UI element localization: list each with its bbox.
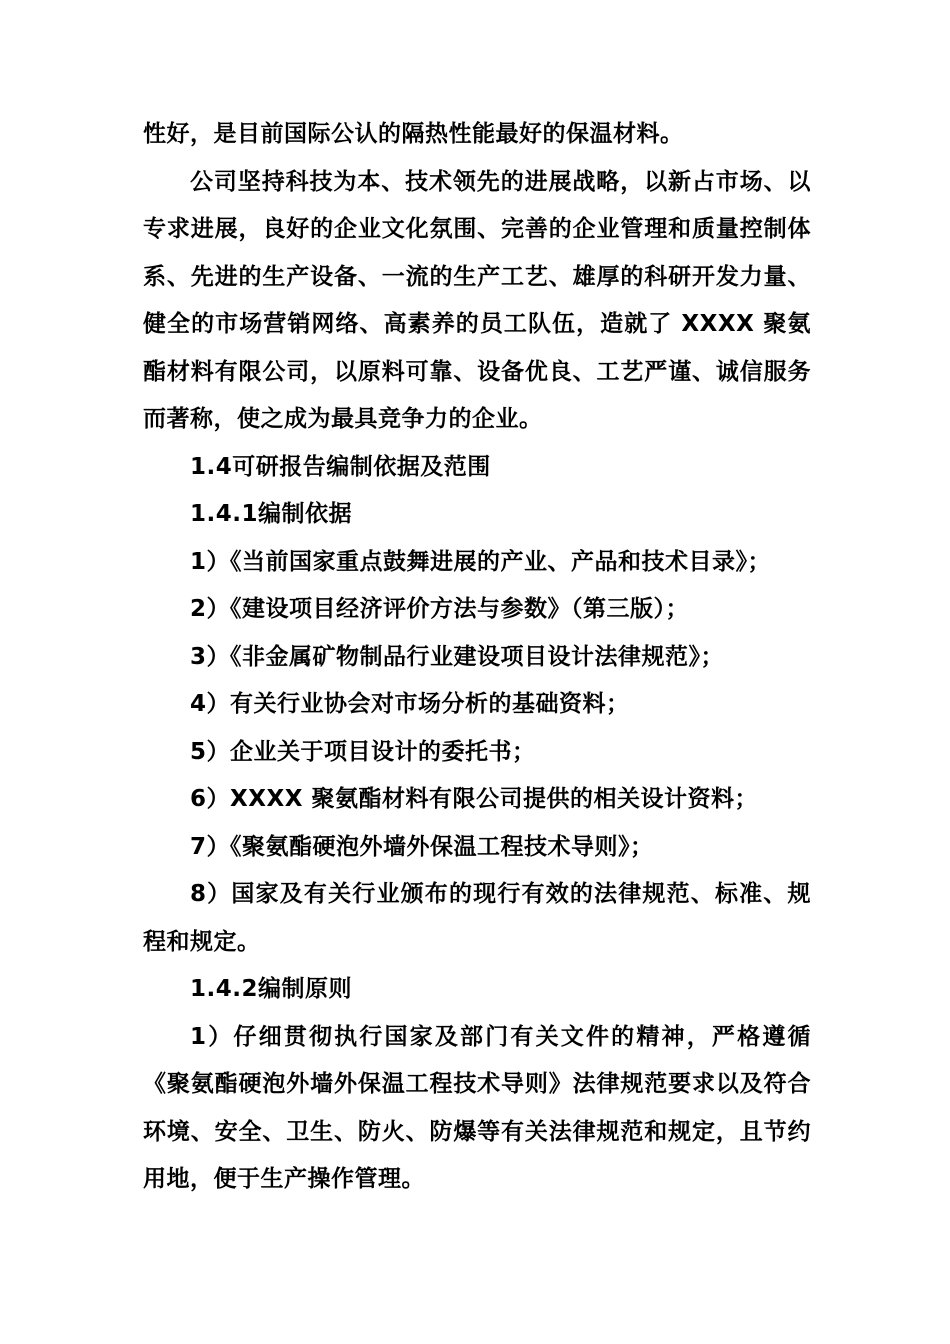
list-item-basis-6: 6）XXXX 聚氨酯材料有限公司提供的相关设计资料； [190, 786, 758, 812]
list-item-basis-1: 1）《当前国家重点鼓舞进展的产业、产品和技术目录》； [190, 548, 772, 575]
document-body [143, 111, 811, 1204]
list-item-basis-8: 8）国家及有关行业颁布的现行有效的法律规范、标准、规程和规定。 [143, 881, 811, 955]
section-heading-1-4-2: 1.4.2编制原则 [190, 976, 352, 1002]
paragraph-company-strategy: 公司坚持科技为本、技术领先的进展战略，以新占市场、以专求进展，良好的企业文化氛围、完善的企业管理和质量控制体系、先进的生产设备、一流的生产工艺、雄厚的科研开发力量、健全的市场营销网络、高素养的员工队伍，造就了 XXXX 聚氨酯材料有限公司，以原料可靠、设备优良、工艺严谨、诚信服务而著称，使之成为最具竞争力的企业。 [143, 168, 811, 432]
list-item-principle-1: 1）仔细贯彻执行国家及部门有关文件的精神，严格遵循《聚氨酯硬泡外墙外保温工程技术导则》法律规范要求以及符合环境、安全、卫生、防火、防爆等有关法律规范和规定，且节约用地，便于生产操作管理。 [143, 1023, 811, 1192]
section-heading-1-4: 1.4可研报告编制依据及范围 [190, 453, 491, 480]
list-item-basis-2: 2）《建设项目经济评价方法与参数》（第三版）； [190, 596, 690, 622]
list-item-basis-4: 4）有关行业协会对市场分析的基础资料； [190, 691, 630, 717]
list-item-basis-7: 7）《聚氨酯硬泡外墙外保温工程技术导则》； [190, 833, 654, 860]
list-item-basis-5: 5）企业关于项目设计的委托书； [190, 738, 536, 765]
list-item-basis-3: 3）《非金属矿物制品行业建设项目设计法律规范》； [190, 643, 725, 670]
section-heading-1-4-1: 1.4.1编制依据 [190, 501, 352, 527]
paragraph-continuation: 性好，是目前国际公认的隔热性能最好的保温材料。 [143, 121, 684, 147]
